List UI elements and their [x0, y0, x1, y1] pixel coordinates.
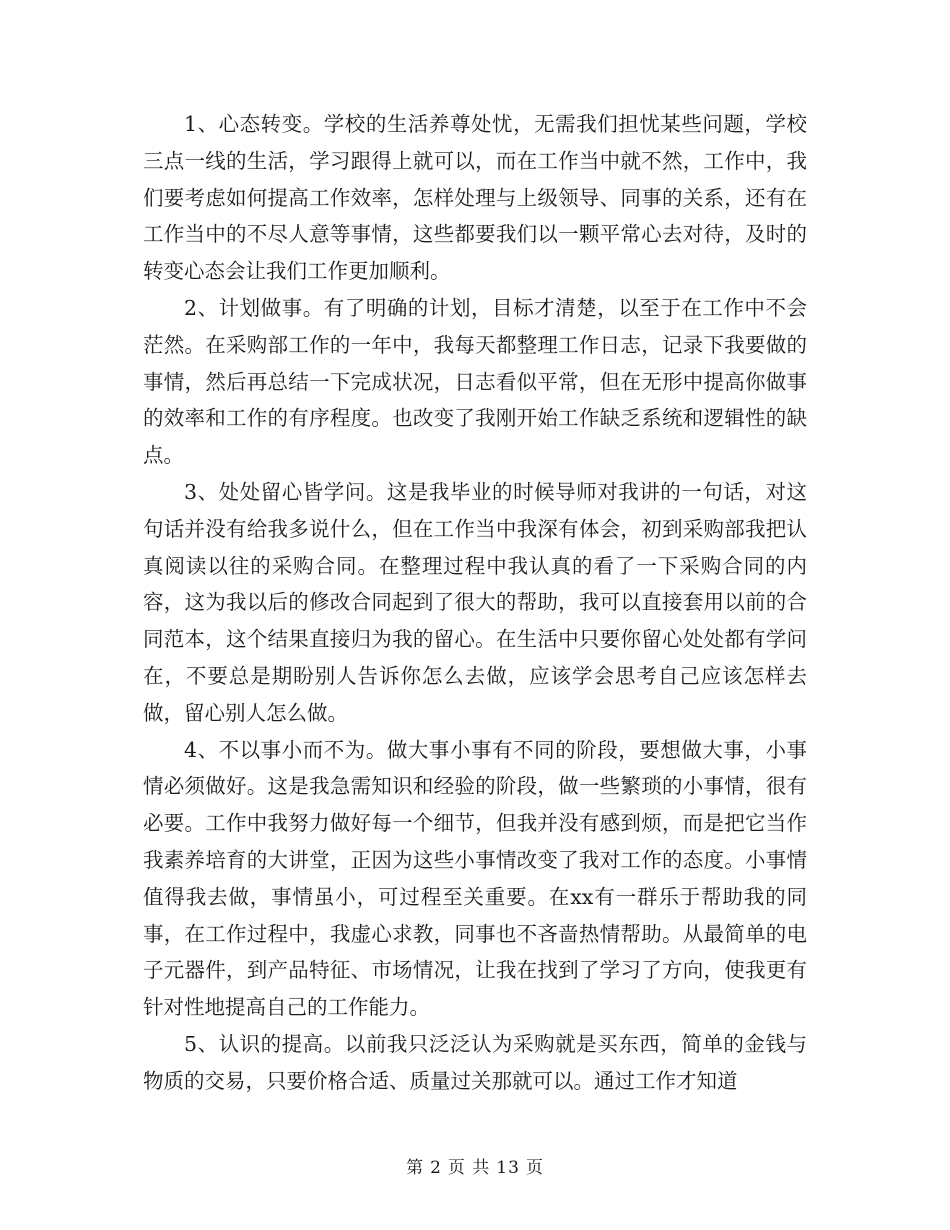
- paragraph-small-things: 4、不以事小而不为。做大事小事有不同的阶段，要想做大事，小事情必须做好。这是我急需知识和经验的阶段，做一些繁琐的小事情，很有必要。工作中我努力做好每一个细节，但我并没有感到烦，而是把它当作我素养培育的大讲堂，正因为这些小事情改变了我对工作的态度。小事情值得我去做，事情虽小，可过程至关重要。在xx有一群乐于帮助我的同事，在工作过程中，我虚心求教，同事也不吝啬热情帮助。从最简单的电子元器件，到产品特征、市场情况，让我在找到了学习了方向，使我更有针对性地提高自己的工作能力。: [143, 737, 807, 1020]
- paragraph-plan-work: 2、计划做事。有了明确的计划，目标才清楚，以至于在工作中不会茫然。在采购部工作的一年中，我每天都整理工作日志，记录下我要做的事情，然后再总结一下完成状况，日志看似平常，但在无形中提高你做事的效率和工作的有序程度。也改变了我刚开始工作缺乏系统和逻辑性的缺点。: [143, 295, 807, 468]
- paragraph-understanding-improvement: 5、认识的提高。以前我只泛泛认为采购就是买东西，简单的金钱与物质的交易，只要价格合适、质量过关那就可以。通过工作才知道: [143, 1031, 807, 1093]
- footer-current-page: 2: [430, 1158, 442, 1178]
- document-body: [143, 106, 807, 1100]
- footer-total-pages: 13: [496, 1158, 520, 1178]
- footer-suffix: 页: [525, 1158, 544, 1178]
- footer-prefix: 第: [406, 1158, 425, 1178]
- footer-middle: 页 共: [447, 1158, 491, 1178]
- page-footer: [0, 1153, 950, 1178]
- paragraph-attentive-learning: 3、处处留心皆学问。这是我毕业的时候导师对我讲的一句话，对这句话并没有给我多说什么，但在工作当中我深有体会，初到采购部我把认真阅读以往的采购合同。在整理过程中我认真的看了一下采购合同的内容，这为我以后的修改合同起到了很大的帮助，我可以直接套用以前的合同范本，这个结果直接归为我的留心。在生活中只要你留心处处都有学问在，不要总是期盼别人告诉你怎么去做，应该学会思考自己应该怎样去做，留心别人怎么做。: [143, 479, 807, 725]
- paragraph-mindset-change: 1、心态转变。学校的生活养尊处忧，无需我们担忧某些问题，学校三点一线的生活，学习跟得上就可以，而在工作当中就不然，工作中，我们要考虑如何提高工作效率，怎样处理与上级领导、同事的关系，还有在工作当中的不尽人意等事情，这些都要我们以一颗平常心去对待，及时的转变心态会让我们工作更加顺利。: [143, 112, 807, 284]
